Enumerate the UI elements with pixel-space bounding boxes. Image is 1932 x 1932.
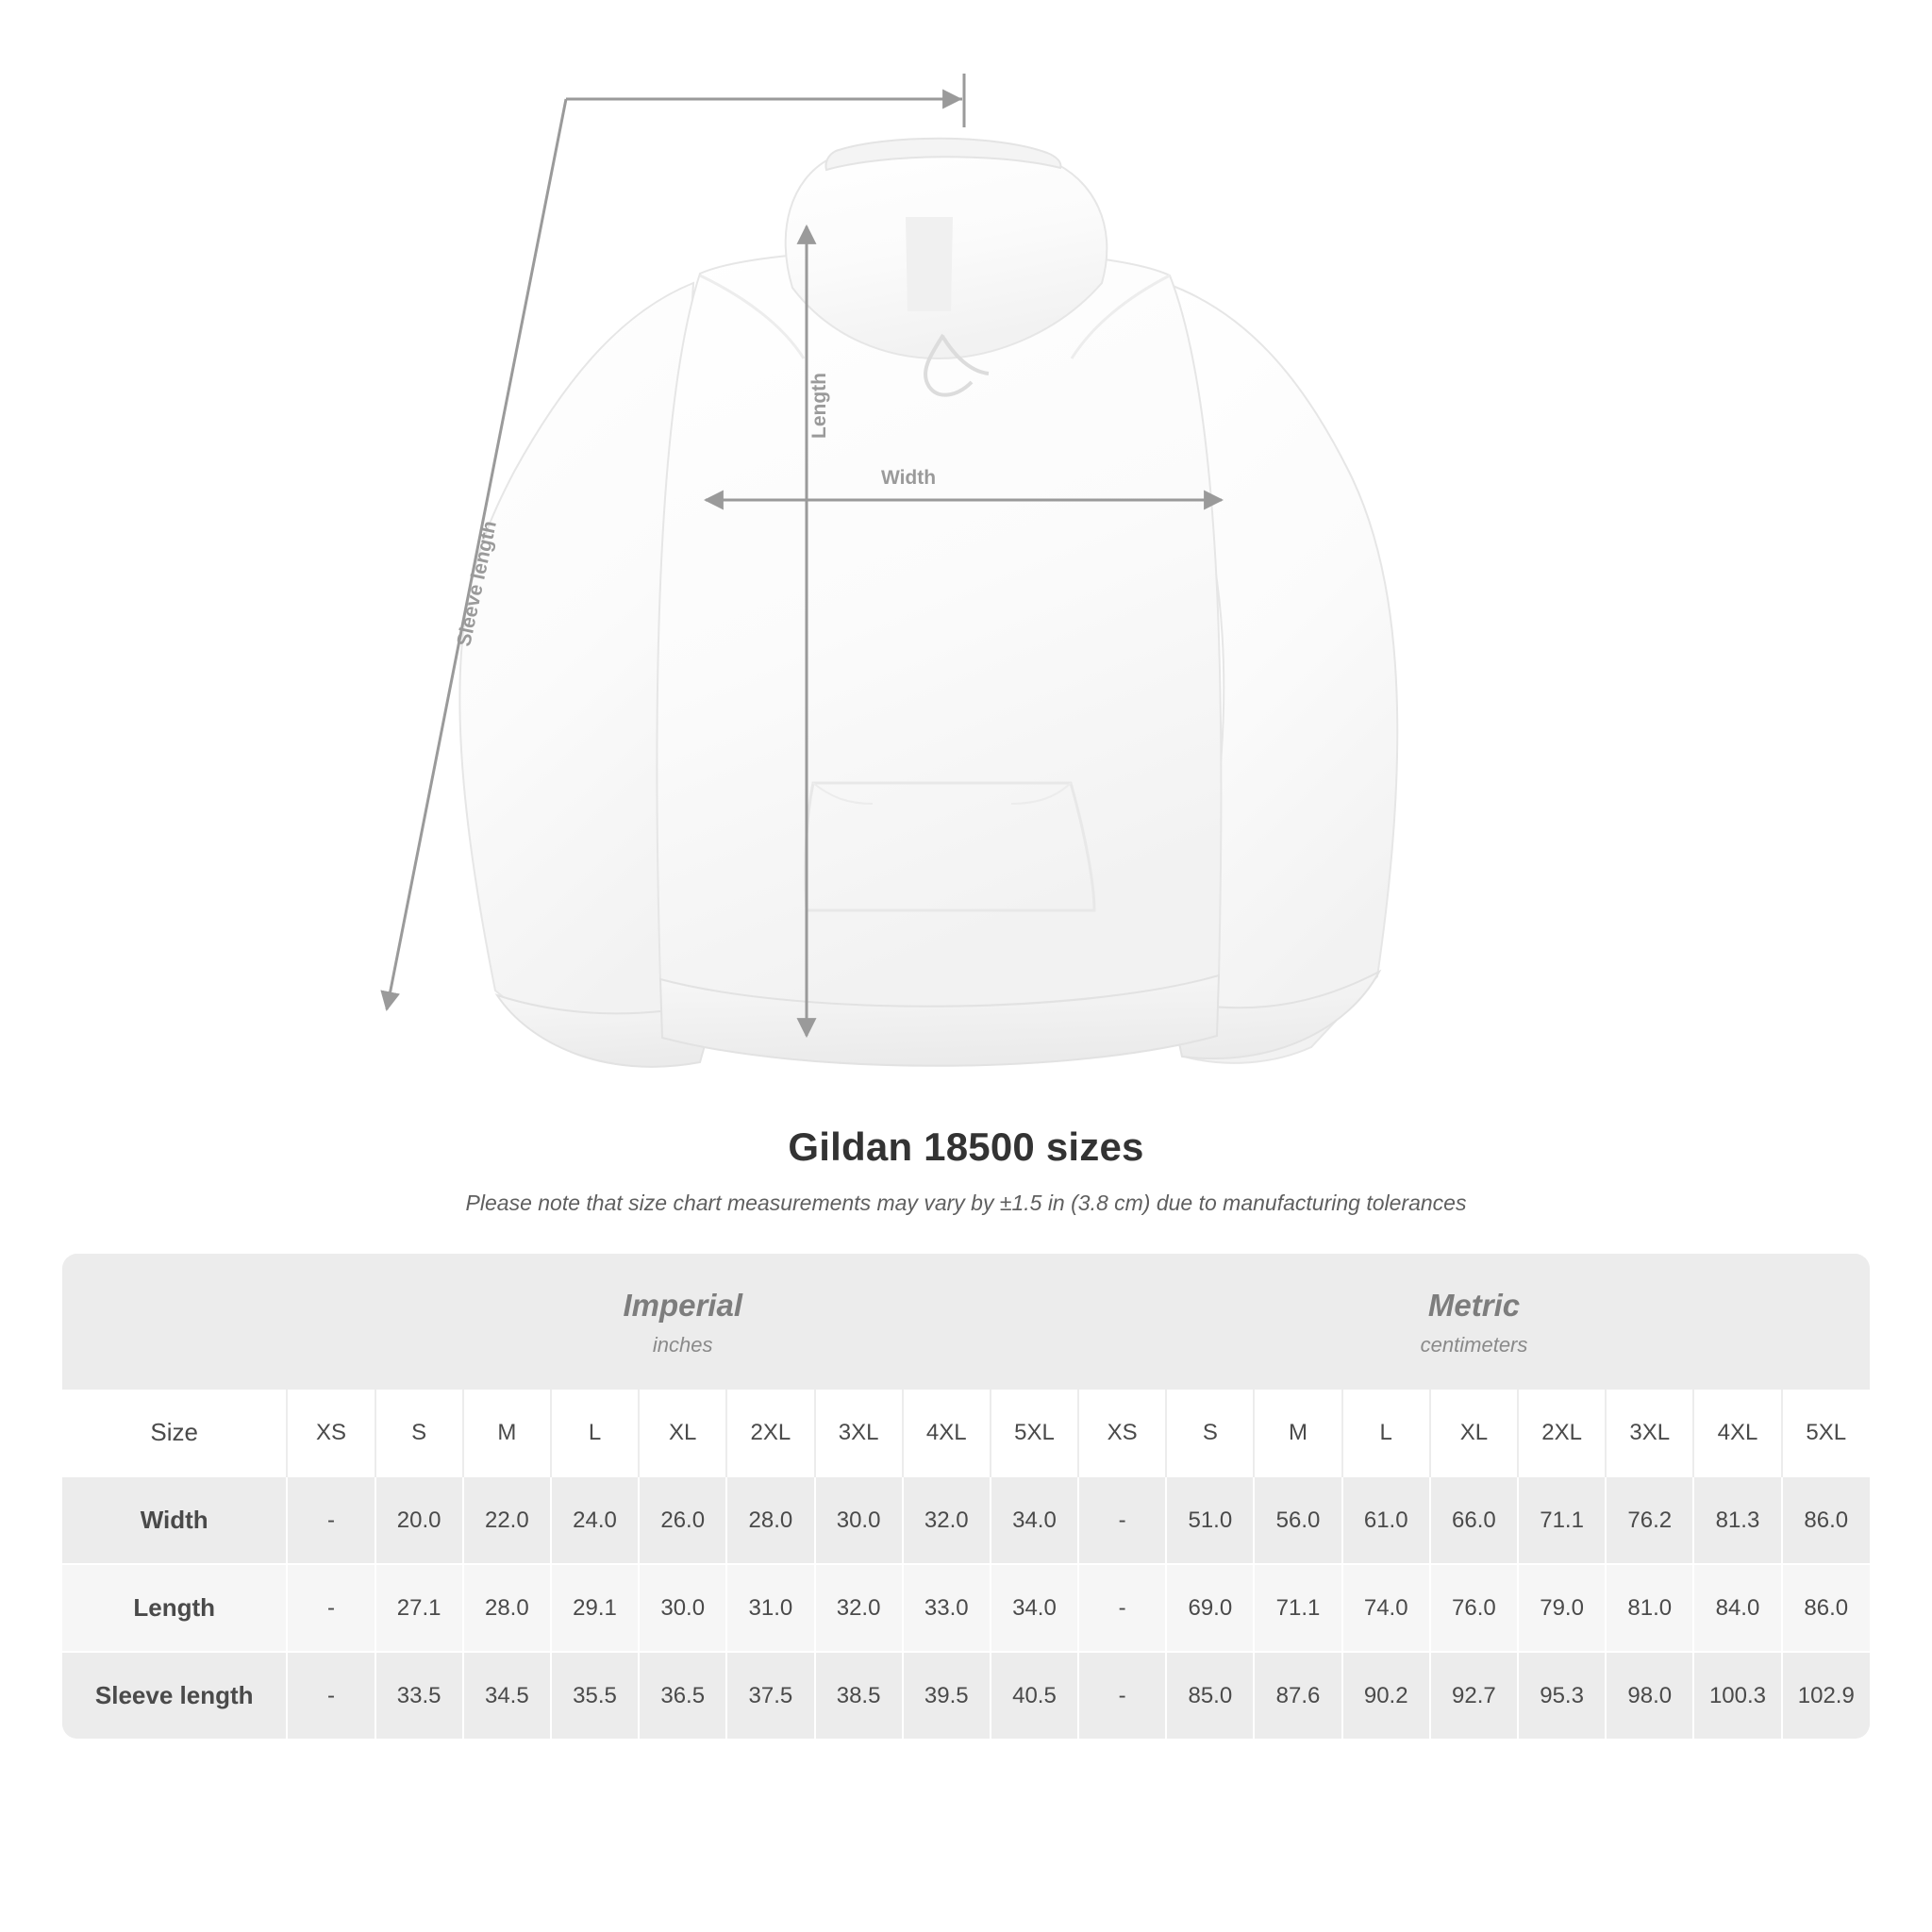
width-imperial-m: 22.0 [463,1476,551,1564]
metric-label: Metric [1427,1288,1521,1323]
width-metric-xs: - [1078,1476,1166,1564]
size-header-imperial-2xl: 2XL [726,1390,814,1476]
sleeve-metric-xs: - [1078,1652,1166,1739]
length-imperial-2xl: 31.0 [726,1564,814,1652]
length-metric-xs: - [1078,1564,1166,1652]
size-header-metric-2xl: 2XL [1518,1390,1606,1476]
sleeve-imperial-l: 35.5 [551,1652,639,1739]
sleeve-metric-xl: 92.7 [1430,1652,1518,1739]
metric-sub-label: centimeters [1420,1333,1528,1357]
width-imperial-2xl: 28.0 [726,1476,814,1564]
width-imperial-3xl: 30.0 [815,1476,903,1564]
size-header-imperial-m: M [463,1390,551,1476]
length-imperial-xl: 30.0 [639,1564,726,1652]
length-label: Length [808,373,830,439]
sleeve-imperial-3xl: 38.5 [815,1652,903,1739]
table-row [62,1564,1870,1652]
sleeve-imperial-5xl: 40.5 [991,1652,1078,1739]
width-imperial-s: 20.0 [375,1476,463,1564]
imperial-sub-label: inches [652,1333,713,1357]
size-header-imperial-xl: XL [639,1390,726,1476]
size-header-metric-xl: XL [1430,1390,1518,1476]
width-metric-4xl: 81.3 [1693,1476,1781,1564]
unit-header-row [62,1254,1870,1390]
length-imperial-xs: - [287,1564,375,1652]
length-metric-s: 69.0 [1166,1564,1254,1652]
width-metric-5xl: 86.0 [1782,1476,1870,1564]
size-header-metric-s: S [1166,1390,1254,1476]
length-metric-2xl: 79.0 [1518,1564,1606,1652]
imperial-header-cell [287,1254,1078,1390]
length-imperial-m: 28.0 [463,1564,551,1652]
length-imperial-l: 29.1 [551,1564,639,1652]
width-metric-m: 56.0 [1254,1476,1341,1564]
table-row [62,1476,1870,1564]
length-imperial-3xl: 32.0 [815,1564,903,1652]
sleeve-metric-s: 85.0 [1166,1652,1254,1739]
sleeve-imperial-m: 34.5 [463,1652,551,1739]
size-table [62,1254,1870,1739]
size-header-imperial-5xl: 5XL [991,1390,1078,1476]
sleeve-metric-l: 90.2 [1342,1652,1430,1739]
row-label-length: Length [62,1564,287,1652]
width-imperial-xs: - [287,1476,375,1564]
table-row [62,1652,1870,1739]
sleeve-imperial-s: 33.5 [375,1652,463,1739]
metric-header-cell [1078,1254,1870,1390]
length-metric-l: 74.0 [1342,1564,1430,1652]
sleeve-metric-4xl: 100.3 [1693,1652,1781,1739]
size-header-metric-m: M [1254,1390,1341,1476]
size-header-metric-3xl: 3XL [1606,1390,1693,1476]
width-metric-2xl: 71.1 [1518,1476,1606,1564]
length-imperial-4xl: 33.0 [903,1564,991,1652]
row-label-sleeve-length: Sleeve length [62,1652,287,1739]
size-table-wrap [62,1254,1870,1739]
length-metric-m: 71.1 [1254,1564,1341,1652]
imperial-label: Imperial [623,1288,742,1323]
size-header-imperial-xs: XS [287,1390,375,1476]
size-header-row [62,1390,1870,1476]
width-imperial-xl: 26.0 [639,1476,726,1564]
tolerance-note: Please note that size chart measurements may vary by ±1.5 in (3.8 cm) due to manufacturing tolerances [465,1191,1467,1215]
sleeve-imperial-2xl: 37.5 [726,1652,814,1739]
sleeve-length-label: Sleeve length [453,519,501,649]
width-label: Width [880,467,937,489]
sleeve-metric-2xl: 95.3 [1518,1652,1606,1739]
sleeve-imperial-xs: - [287,1652,375,1739]
length-metric-5xl: 86.0 [1782,1564,1870,1652]
size-header-metric-5xl: 5XL [1782,1390,1870,1476]
length-metric-3xl: 81.0 [1606,1564,1693,1652]
sleeve-imperial-xl: 36.5 [639,1652,726,1739]
size-label-cell: Size [62,1390,287,1476]
size-header-metric-4xl: 4XL [1693,1390,1781,1476]
width-metric-s: 51.0 [1166,1476,1254,1564]
width-imperial-l: 24.0 [551,1476,639,1564]
sleeve-metric-5xl: 102.9 [1782,1652,1870,1739]
row-label-width: Width [62,1476,287,1564]
hoodie-graphic [459,139,1397,1067]
size-header-imperial-l: L [551,1390,639,1476]
width-metric-xl: 66.0 [1430,1476,1518,1564]
size-header-imperial-4xl: 4XL [903,1390,991,1476]
length-metric-xl: 76.0 [1430,1564,1518,1652]
width-imperial-5xl: 34.0 [991,1476,1078,1564]
length-imperial-5xl: 34.0 [991,1564,1078,1652]
size-header-metric-xs: XS [1078,1390,1166,1476]
size-header-imperial-s: S [375,1390,463,1476]
unit-spacer-cell [62,1254,287,1390]
size-header-imperial-3xl: 3XL [815,1390,903,1476]
title-block [0,1124,1932,1216]
width-imperial-4xl: 32.0 [903,1476,991,1564]
width-metric-l: 61.0 [1342,1476,1430,1564]
sleeve-metric-m: 87.6 [1254,1652,1341,1739]
width-metric-3xl: 76.2 [1606,1476,1693,1564]
sleeve-imperial-4xl: 39.5 [903,1652,991,1739]
page-title: Gildan 18500 sizes [788,1124,1144,1169]
length-imperial-s: 27.1 [375,1564,463,1652]
length-metric-4xl: 84.0 [1693,1564,1781,1652]
size-header-metric-l: L [1342,1390,1430,1476]
sleeve-metric-3xl: 98.0 [1606,1652,1693,1739]
